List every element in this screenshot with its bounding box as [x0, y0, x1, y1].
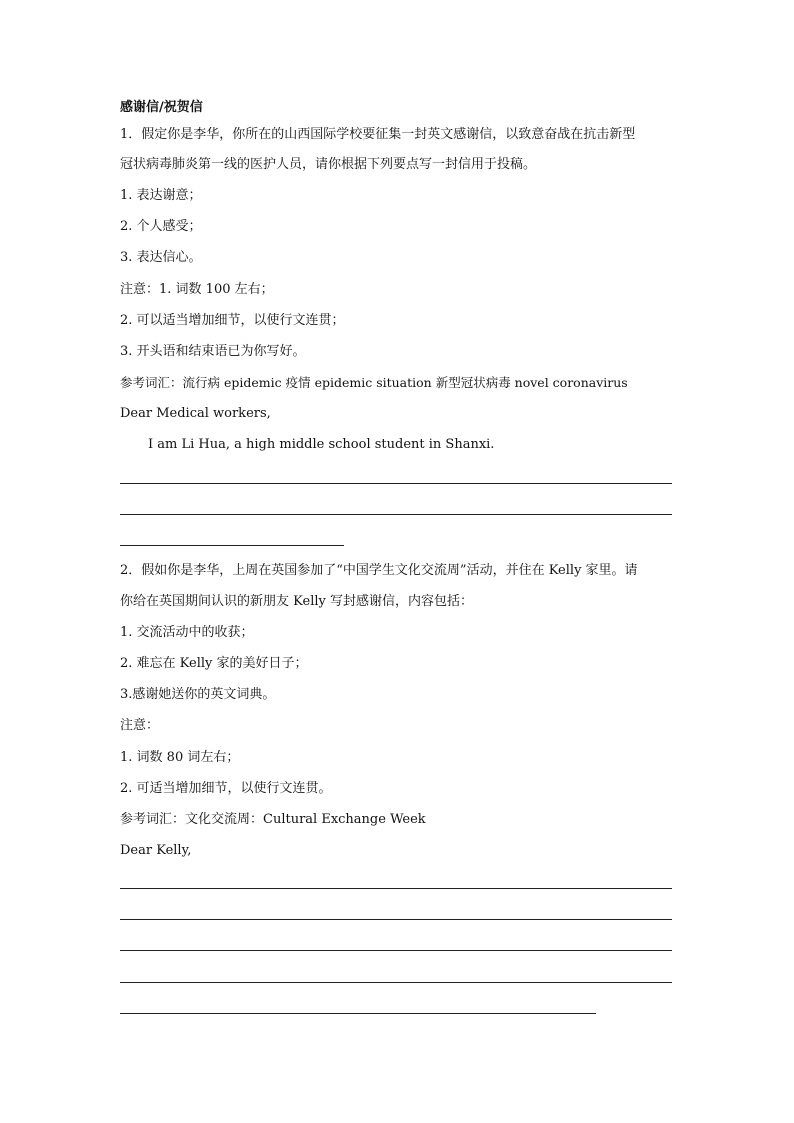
q1-salutation: Dear Medical workers,	[120, 406, 271, 421]
q1-answer-line-1	[120, 483, 672, 484]
q1-point-2: 2. 个人感受；	[120, 219, 202, 234]
q1-answer-line-3	[120, 545, 344, 546]
q2-answer-line-1	[120, 888, 672, 889]
q1-point-3: 3. 表达信心。	[120, 250, 202, 265]
q2-prompt-line1: 2．假如你是李华，上周在英国参加了“中国学生文化交流周”活动，并住在 Kelly 家里。请	[120, 563, 638, 578]
q1-vocab: 参考词汇：流行病 epidemic 疫情 epidemic situation 新型冠状病毒 novel coronavirus	[120, 375, 628, 390]
q2-vocab: 参考词汇：文化交流周：Cultural Exchange Week	[120, 812, 426, 827]
q1-note-1: 注意：1. 词数 100 左右；	[120, 282, 274, 297]
section-title: 感谢信/祝贺信	[120, 100, 203, 115]
q2-note-2: 2. 可适当增加细节，以使行文连贯。	[120, 781, 332, 796]
q2-answer-line-3	[120, 950, 672, 951]
q2-point-2: 2. 难忘在 Kelly 家的美好日子；	[120, 656, 308, 671]
q2-notes-title: 注意：	[120, 718, 160, 733]
q1-point-1: 1. 表达谢意；	[120, 188, 202, 203]
q2-answer-line-2	[120, 919, 672, 920]
q1-prompt-line2: 冠状病毒肺炎第一线的医护人员，请你根据下列要点写一封信用于投稿。	[120, 157, 537, 172]
q2-point-3: 3.感谢她送你的英文词典。	[120, 687, 276, 702]
q2-answer-line-4	[120, 982, 672, 983]
q2-salutation: Dear Kelly,	[120, 843, 192, 858]
q1-note-3: 3. 开头语和结束语已为你写好。	[120, 344, 306, 359]
q1-answer-line-2	[120, 514, 672, 515]
q1-prompt-line1: 1．假定你是李华，你所在的山西国际学校要征集一封英文感谢信，以致意奋战在抗击新型	[120, 127, 636, 142]
q1-note-2: 2. 可以适当增加细节，以使行文连贯；	[120, 313, 345, 328]
q2-point-1: 1. 交流活动中的收获；	[120, 625, 254, 640]
q2-prompt-line2: 你给在英国期间认识的新朋友 Kelly 写封感谢信，内容包括：	[120, 594, 473, 609]
q2-answer-line-5	[120, 1013, 596, 1014]
q1-opening-sentence: I am Li Hua, a high middle school student in Shanxi.	[148, 437, 495, 452]
q2-note-1: 1. 词数 80 词左右；	[120, 750, 240, 765]
